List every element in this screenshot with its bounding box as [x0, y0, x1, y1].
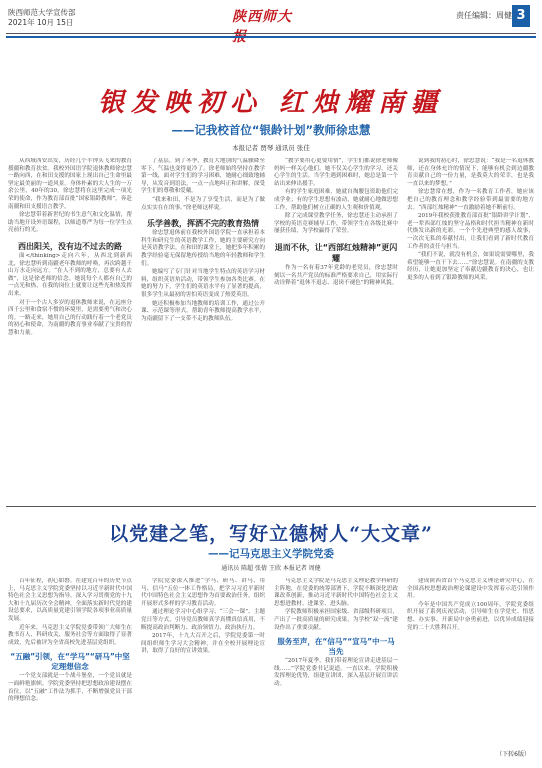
paragraph: 了基层，到了冬季，教育大地别的气温骤降至零下，气温也变得更冷了。徐老师始终坚持在教学第一线，面对学生们的学习困难，她耐心细致地辅导，从发音到语法，一点一点地纠正和讲解，深受学生们的尊敬和爱戴。: [141, 158, 265, 195]
article2-column-3: [274, 578, 398, 758]
article1-byline: 本报记者 贾琴 通讯员 张佳: [232, 144, 310, 152]
paragraph: “我们不说，就没有机会，如果说需要哪里，我希望能够一直干下去……”徐忠慧说。在南疆的支教经历，让她更加坚定了奉献边疆教育的决心，也让更多的人看到了银龄教师的风采。: [407, 252, 534, 281]
paragraph: 从西域西安出发，历经几个半钟头飞来的教育援疆和教育扶贫。我校外国语学院退休教师徐忠慧一路向西，在和田支援的国家上现出自己生命里最坚定最美丽的一道风景。身体朴素的大人生的一万余公里，40年的30，徐忠慧将在这里完成一项光荣的使命，作为教育部首批“国家银龄教师”，奔赴南疆和田支援语言教学。: [8, 158, 132, 210]
article1-subhead: ——记我校首位“银龄计划”教师徐忠慧: [171, 123, 371, 137]
paragraph: 徐忠慧带着新世纪的书生意气和文化温情，帮助当地开设外语课程，以师道尊严为每一位学生点亮前行的光。: [8, 212, 132, 234]
issue-date: 2021年 10月 15日: [8, 18, 74, 27]
article1-column-4: [407, 158, 534, 498]
paragraph: 马克思主义学院是马克思主义理论教学科研的主阵地，在党委的统筹部署下，学院不断深化思政课改革创新，推动习近平新时代中国特色社会主义思想进教材、进课堂、进头脑。: [274, 578, 398, 607]
paragraph: 徐忠慧退休前在我校外国语学院一直承担着本科生和研究生的英语教学工作，她的主要研究方向是英语教学法。在和田的课堂上，她把多年积累的教学经验毫无保留地传授给当地的年轻教师和学生们。: [141, 230, 265, 267]
paragraph: 有的学生家庭困难，她就自掏腰包资助他们完成学业；有的学生思想有波动，她就耐心地做思想工作，帮助他们树立正确的人生观和价值观。: [274, 189, 398, 211]
article2-headline: 以党建之笔，写好立德树人“大文章”: [109, 523, 433, 545]
paragraph: 说到我的初心时，徐忠慧说：“我是一名退休教师，还在身体允许的情况下，能够有机会到边疆教育贡献自己的一份力量，是我莫大的荣幸，也是我一直以来的梦想。”: [407, 158, 534, 187]
article1-column-1: [8, 158, 132, 498]
paragraph: 除了完成课堂教学任务，徐忠慧还主动承担了学校的英语竞赛辅导工作，带领学生在各级比赛中屡获佳绩，为学校赢得了荣誉。: [274, 213, 398, 235]
school-name: 陕西师范大学宣传部: [8, 8, 76, 17]
section-subheading: “五融”引领，在“学马”“研马”中坚定理想信念: [10, 652, 130, 672]
paragraph: 百年征程，初心如磐。在建党百年的历史节点上，马克思主义学院党委坚持以习近平新时代中国特色社会主义思想为指导，深入学习贯彻党的十九大和十九届历次全会精神，全面落实新时代党的建设总要求，以高质量党建引领学院各项事业高质量发展。: [8, 578, 132, 622]
header-divider: [6, 33, 536, 34]
article1-headline: 银发映初心 红烛耀南疆: [97, 88, 445, 118]
article2-column-4: [407, 578, 534, 748]
article1-column-3: [274, 158, 398, 498]
paragraph: 近年来，马克思主义学院党委带领广大师生在教书育人、科研攻关、服务社会等方面取得了显著成效，先后被评为全省高校先进基层党组织。: [8, 624, 132, 646]
section-subheading: 服务至声，在“信马”“宣马”中一马当先: [277, 637, 395, 657]
paragraph: 2019年我校获批教育部首批“银龄讲学计划”，老一辈西部红烛的坚守品格和时代担当精神在新时代焕发出新的光彩。一个个先进典型的感人故事，一次次无私的奉献付出，让我们看到了新时代教育工作者的责任与担当。: [407, 213, 534, 250]
header-divider-thick: [6, 36, 536, 38]
article2-byline: 通讯员 陈超 张倩 王欣 本报记者 周健: [221, 565, 321, 572]
paragraph: 作为一名有着37年党龄的老党员，徐忠慧时刻以一名共产党员的标准严格要求自己，用实际行动诠释着“退休不退志、退岗不褪色”的精神风貌。: [274, 264, 398, 287]
paragraph: 她编写了专门针对当地学生特点的英语学习材料，组织英语角活动，带领学生参加各类比赛。在她的努力下，学生们的英语水平有了显著的提高，很多学生从最初的害怕英语变成了热爱英语。: [141, 269, 265, 298]
newspaper-logo: 陕西师大报: [232, 9, 292, 45]
paragraph: 今年是中国共产党成立100周年，学院党委组织开展了系列庆祝活动，引导师生在学党史、悟思想、办实事、开新局中奋勇前进，以优异成绩迎接党的二十大胜利召开。: [407, 601, 534, 631]
article2-column-2: [141, 578, 265, 758]
paragraph: 建成陕西省首个马克思主义理论研究中心，在全国高校思想政治理论课建设中发挥着示范引领作用。: [407, 578, 534, 600]
paragraph: 面</thinking>走向六年，从西北到新西北，徐忠慧听到南疆老年教师的呼唤，再次跨越千山万水走向远方。“在人不到的地方，总要有人去做”，这是徐老师的信念。她说每个人都有自己的一点光和热，在我的岗位上就要让这些光和热发挥出来。: [8, 252, 132, 297]
article2-subhead: ——记马克思主义学院党委: [208, 548, 334, 560]
paragraph: 通过理论学习中心组学习、“三会一课”、主题党日等方式，引导党员教师真学真懂真信真用，不断提高政治判断力、政治领悟力、政治执行力。: [141, 609, 265, 631]
continued-note: （下转6版）: [496, 751, 530, 758]
paragraph: 学院教师积极承担国家级、省部级科研项目，产出了一批高质量的研究成果，为学校“双一流”建设作出了重要贡献。: [274, 609, 398, 631]
section-subheading: 乐学善教，挥洒不完的教育热情: [147, 219, 259, 229]
section-divider: [6, 506, 536, 507]
paragraph: 一个党支部就是一个战斗堡垒，一个党员就是一面鲜艳旗帜。学院党委坚持把思想政治建设摆在首位，以“五融”工作法为抓手，不断增强党员干部的理想信念。: [8, 673, 132, 703]
paragraph: 徐忠慧常在想，作为一名教育工作者，她应该把自己的教育理念和教学经验带到最需要的地方去。“西部红烛精神”一直激励着她不断前行。: [407, 189, 534, 211]
page-number: 3: [512, 5, 530, 27]
paragraph: 她还积极参加当地教师的培训工作，通过公开课、示范课等形式，帮助青年教师提高教学水平，为南疆留下了一支带不走的教师队伍。: [141, 300, 265, 322]
paragraph: 对于一个古人多岁的退休教师来说，在远座分四千公里和食宿不惯的环境里，是需要勇气和决心的。一路走来，她用自己的行动践行着一个老党员的初心和使命，为南疆的教育事业奉献了宝贵的智慧和力量。: [8, 299, 132, 336]
paragraph: “2017年夏季，我们带着理论宣讲走进基层一线……”学院党委书记说道。一直以来，学院积极发挥理论优势，组建宣讲团，深入基层开展宣讲活动。: [274, 658, 398, 687]
article1-column-2: [141, 158, 265, 498]
paragraph: 2017年，十九大召开之后，学院党委第一时间组织师生学习大会精神，并在全校开展理论宣讲，取得了良好的宣讲效果。: [141, 633, 265, 655]
article2-column-1: [8, 578, 132, 758]
editor-credit: 责任编辑：周健: [456, 11, 512, 20]
paragraph: “我来和田，不是为了享受生活，而是为了做点实实在在的事。”徐老师这样说。: [141, 196, 265, 211]
paragraph: 学院党委深入推进“学马、研马、讲马、用马、信马”五位一体工作格局，把学习习近平新时代中国特色社会主义思想作为首要政治任务，组织开展形式多样的学习教育活动。: [141, 578, 265, 607]
section-subheading: 退而不休，让“西部红烛精神”更闪耀: [274, 242, 398, 263]
header-info: [8, 8, 76, 28]
section-subheading: 西出阳关，没有边不过去的路: [18, 241, 122, 251]
page-header: [0, 0, 542, 60]
paragraph: “教学要用心更要用情”，学生们都说徐老师像妈妈一样关心他们。她不仅关心学生的学习，还关心学生的生活。当学生遇到困难时，她总是第一个站出来伸出援手。: [274, 158, 398, 187]
